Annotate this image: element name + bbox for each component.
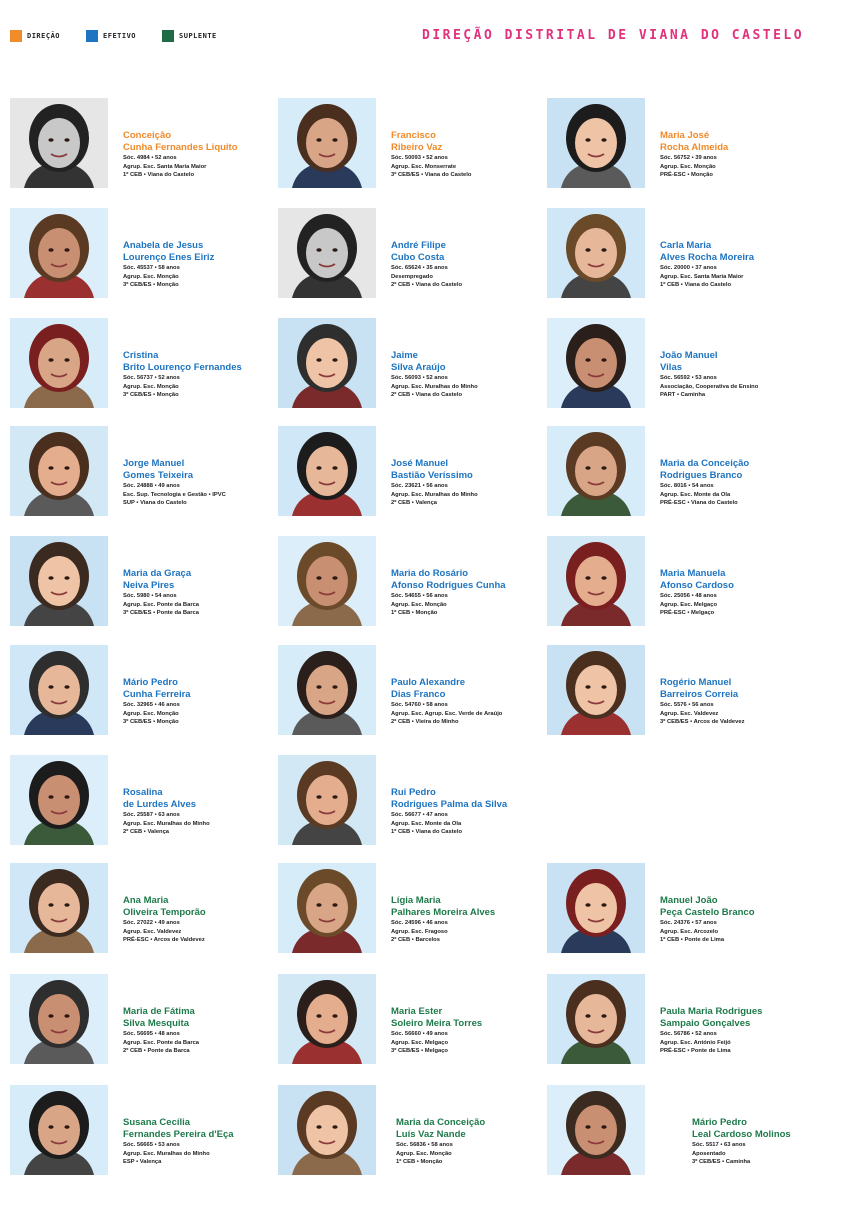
member-info <box>391 568 551 618</box>
member-name-last: Ribeiro Vaz <box>391 142 443 153</box>
member-photo <box>10 426 108 516</box>
member-name-last: Afonso Cardoso <box>660 580 734 591</box>
member-card <box>10 98 280 194</box>
member-name-last: Neiva Pires <box>123 580 175 591</box>
member-detail: 2º CEB • Barcelos <box>391 937 440 943</box>
member-detail: Sóc. 32965 • 46 anos <box>123 702 180 708</box>
member-name-first: Maria da Conceição <box>396 1117 486 1128</box>
member-detail: Sóc. 56665 • 53 anos <box>123 1142 180 1148</box>
member-detail: Agrup. Esc. Monserrate <box>391 163 457 170</box>
member-name-first: Ana Maria <box>123 895 169 906</box>
member-info <box>123 1117 283 1167</box>
member-detail: Agrup. Esc. Melgaço <box>660 601 718 608</box>
member-name-last: Rocha Almeida <box>660 142 729 153</box>
member-card <box>10 1085 280 1181</box>
member-info <box>660 240 820 290</box>
member-info <box>391 1006 551 1056</box>
member-detail: 1º CEB • Viana do Castelo <box>123 172 195 178</box>
member-detail: Sóc. 25056 • 48 anos <box>660 593 717 599</box>
member-card <box>278 974 548 1070</box>
member-detail: Sóc. 56093 • 52 anos <box>391 375 448 381</box>
member-detail: 2º CEB • Valença <box>123 829 170 835</box>
member-detail: Sóc. 56786 • 52 anos <box>660 1031 717 1037</box>
member-name-last: Brito Lourenço Fernandes <box>123 362 242 373</box>
member-name-last: de Lurdes Alves <box>123 799 197 810</box>
member-info <box>391 895 551 945</box>
member-name-first: Maria de Fátima <box>123 1006 195 1017</box>
member-name-last: Bastião Veríssimo <box>391 470 473 481</box>
member-detail: ESP • Valença <box>123 1159 162 1165</box>
member-detail: Sóc. 24376 • 57 anos <box>660 920 717 926</box>
member-photo <box>547 1085 645 1175</box>
member-detail: SUP • Viana do Castelo <box>123 500 187 506</box>
member-card <box>10 318 280 414</box>
member-detail: Agrup. Esc. Monção <box>123 710 179 717</box>
member-detail: Sóc. 45537 • 58 anos <box>123 265 180 271</box>
member-name-last: Alves Rocha Moreira <box>660 252 754 263</box>
member-detail: Agrup. Esc. Santa Maria Maior <box>123 163 207 170</box>
member-photo <box>10 974 108 1064</box>
member-detail: Agrup. Esc. Valdevez <box>660 710 719 717</box>
member-name-last: Dias Franco <box>391 689 446 700</box>
member-name-last: Soleiro Meira Torres <box>391 1018 483 1029</box>
member-detail: PRÉ-ESC • Melgaço <box>660 610 715 616</box>
member-detail: Sóc. 4984 • 52 anos <box>123 155 177 161</box>
member-photo <box>278 863 376 953</box>
member-detail: PRÉ-ESC • Ponte de Lima <box>660 1048 731 1054</box>
member-name-last: Cunha Fernandes Liquito <box>123 142 238 153</box>
legend-label-suplente: SUPLENTE <box>179 32 217 40</box>
member-detail: Agrup. Esc. Monção <box>660 163 716 170</box>
member-info <box>396 1117 556 1167</box>
member-photo <box>278 208 376 298</box>
member-photo <box>278 318 376 408</box>
member-detail: 1º CEB • Monção <box>391 610 438 616</box>
member-name-first: Conceição <box>123 130 172 141</box>
member-name-first: Maria da Conceição <box>660 458 750 469</box>
member-card <box>10 755 280 851</box>
member-name-first: Jorge Manuel <box>123 458 185 469</box>
member-detail: Agrup. Esc. Arcozelo <box>660 928 719 935</box>
member-detail: 3º CEB/ES • Ponte da Barca <box>123 610 199 616</box>
member-name-first: Cristina <box>123 350 159 361</box>
member-name-last: Leal Cardoso Molinos <box>692 1129 791 1140</box>
member-name-first: Paulo Alexandre <box>391 677 466 688</box>
member-name-last: Rodrigues Branco <box>660 470 743 481</box>
member-detail: Agrup. Esc. Ponte da Barca <box>123 601 200 608</box>
member-detail: Desempregado <box>391 273 433 280</box>
member-photo <box>278 645 376 735</box>
member-detail: PRÉ-ESC • Viana do Castelo <box>660 500 738 506</box>
member-info <box>123 240 283 290</box>
member-name-last: Peça Castelo Branco <box>660 907 755 918</box>
member-detail: 3º CEB/ES • Caminha <box>692 1159 751 1165</box>
member-detail: Associação, Cooperativa de Ensino <box>660 383 759 390</box>
member-card <box>547 645 817 741</box>
member-info <box>391 130 551 180</box>
member-name-first: Jaime <box>391 350 418 361</box>
member-card <box>10 974 280 1070</box>
member-detail: Sóc. 56677 • 47 anos <box>391 812 448 818</box>
member-photo <box>547 863 645 953</box>
member-info <box>123 350 283 400</box>
page-title: DIREÇÃO DISTRITAL DE VIANA DO CASTELO <box>422 28 805 43</box>
member-detail: 1º CEB • Ponte de Lima <box>660 937 725 943</box>
member-card <box>547 318 817 414</box>
member-info <box>660 568 820 618</box>
member-detail: 2º CEB • Ponte da Barca <box>123 1048 190 1054</box>
member-card <box>547 98 817 194</box>
member-name-first: Paula Maria Rodrigues <box>660 1006 763 1017</box>
member-name-last: Fernandes Pereira d'Eça <box>123 1129 234 1140</box>
member-info <box>123 895 283 945</box>
member-detail: 2º CEB • Vieira do Minho <box>391 719 459 725</box>
member-detail: Sóc. 27022 • 49 anos <box>123 920 180 926</box>
member-name-last: Palhares Moreira Alves <box>391 907 496 918</box>
member-card <box>10 645 280 741</box>
member-detail: Esc. Sup. Tecnologia e Gestão • IPVC <box>123 491 226 498</box>
member-photo <box>547 98 645 188</box>
member-detail: Agrup. Esc. Melgaço <box>391 1039 449 1046</box>
member-name-first: Mário Pedro <box>123 677 178 688</box>
member-card <box>278 208 548 304</box>
member-detail: Agrup. Esc. Muralhas do Minho <box>123 820 210 827</box>
member-card <box>547 1085 817 1181</box>
member-detail: Sóc. 25587 • 63 anos <box>123 812 180 818</box>
member-detail: 3º CEB/ES • Monção <box>123 719 179 725</box>
member-detail: Sóc. 56752 • 39 anos <box>660 155 717 161</box>
member-photo <box>547 208 645 298</box>
member-photo <box>547 318 645 408</box>
member-detail: Agrup. Esc. Monção <box>391 601 447 608</box>
member-detail: Sóc. 50093 • 52 anos <box>391 155 448 161</box>
member-info <box>391 787 551 837</box>
member-detail: 1º CEB • Viana do Castelo <box>660 282 732 288</box>
member-photo <box>547 645 645 735</box>
member-detail: Agrup. Esc. Muralhas do Minho <box>391 491 478 498</box>
member-detail: 1º CEB • Monção <box>396 1159 443 1165</box>
member-detail: Sóc. 56592 • 53 anos <box>660 375 717 381</box>
member-info <box>123 677 283 727</box>
member-name-last: Sampaio Gonçalves <box>660 1018 751 1029</box>
member-detail: PART • Caminha <box>660 392 706 398</box>
member-name-last: Cunha Ferreira <box>123 689 191 700</box>
member-card <box>278 318 548 414</box>
member-detail: PRÉ-ESC • Arcos de Valdevez <box>123 937 205 943</box>
member-card <box>10 863 280 959</box>
member-card <box>278 755 548 851</box>
member-detail: 2º CEB • Viana do Castelo <box>391 282 463 288</box>
member-detail: Agrup. Esc. Muralhas do Minho <box>123 1150 210 1157</box>
legend-label-direcao: DIREÇÃO <box>27 32 61 40</box>
member-detail: Agrup. Esc. Ponte da Barca <box>123 1039 200 1046</box>
member-name-last: Barreiros Correia <box>660 689 739 700</box>
member-detail: 3º CEB/ES • Monção <box>123 392 179 398</box>
member-detail: Agrup. Esc. Monte da Ola <box>391 820 462 827</box>
member-card <box>278 863 548 959</box>
member-name-first: Maria Ester <box>391 1006 443 1017</box>
member-card <box>10 536 280 632</box>
member-photo <box>10 536 108 626</box>
member-detail: Sóc. 56695 • 48 anos <box>123 1031 180 1037</box>
member-info <box>660 458 820 508</box>
member-detail: Sóc. 23621 • 56 anos <box>391 483 448 489</box>
member-name-first: Anabela de Jesus <box>123 240 204 251</box>
member-detail: Sóc. 5576 • 56 anos <box>660 702 714 708</box>
member-info <box>660 130 820 180</box>
member-photo <box>278 1085 376 1175</box>
member-name-first: Carla Maria <box>660 240 712 251</box>
member-name-first: João Manuel <box>660 350 718 361</box>
member-card <box>278 536 548 632</box>
member-photo <box>10 208 108 298</box>
member-photo <box>10 863 108 953</box>
member-photo <box>10 645 108 735</box>
member-photo <box>278 974 376 1064</box>
member-card <box>10 426 280 522</box>
member-info <box>660 677 820 727</box>
member-detail: Agrup. Esc. Santa Maria Maior <box>660 273 744 280</box>
member-name-first: Rosalina <box>123 787 163 798</box>
member-card <box>278 645 548 741</box>
member-detail: Sóc. 56737 • 52 anos <box>123 375 180 381</box>
member-card <box>278 1085 548 1181</box>
member-name-first: Maria da Graça <box>123 568 192 579</box>
member-detail: 3º CEB/ES • Melgaço <box>391 1048 448 1054</box>
member-name-last: Cubo Costa <box>391 252 445 263</box>
member-info <box>123 130 283 180</box>
member-card <box>547 426 817 522</box>
member-name-first: Mário Pedro <box>692 1117 747 1128</box>
member-name-first: Maria do Rosário <box>391 568 469 579</box>
member-name-first: Rui Pedro <box>391 787 436 798</box>
member-name-last: Afonso Rodrigues Cunha <box>391 580 506 591</box>
member-info <box>692 1117 852 1167</box>
member-card <box>278 98 548 194</box>
member-info <box>660 350 820 400</box>
member-detail: 2º CEB • Viana do Castelo <box>391 392 463 398</box>
member-info <box>391 677 551 727</box>
member-photo <box>547 974 645 1064</box>
member-name-first: André Filipe <box>391 240 446 251</box>
member-detail: Sóc. 5517 • 63 anos <box>692 1142 746 1148</box>
member-photo <box>278 426 376 516</box>
member-detail: Agrup. Esc. Monção <box>396 1150 452 1157</box>
member-detail: Agrup. Esc. Monte da Ola <box>660 491 731 498</box>
member-detail: PRÉ-ESC • Monção <box>660 172 713 178</box>
member-photo <box>547 426 645 516</box>
member-card <box>10 208 280 304</box>
member-card <box>547 974 817 1070</box>
member-detail: Sóc. 5980 • 54 anos <box>123 593 177 599</box>
member-name-last: Vilas <box>660 362 683 373</box>
member-name-last: Gomes Teixeira <box>123 470 194 481</box>
member-photo <box>547 536 645 626</box>
member-name-last: Silva Mesquita <box>123 1018 189 1029</box>
member-detail: Aposentado <box>692 1150 726 1157</box>
member-name-first: Manuel João <box>660 895 718 906</box>
member-name-first: Lígia Maria <box>391 895 441 906</box>
member-photo <box>10 1085 108 1175</box>
member-detail: Sóc. 24888 • 49 anos <box>123 483 180 489</box>
member-card <box>547 863 817 959</box>
member-info <box>123 568 283 618</box>
member-detail: Sóc. 56836 • 58 anos <box>396 1142 453 1148</box>
member-detail: Agrup. Esc. António Feijó <box>660 1039 731 1046</box>
member-name-first: Susana Cecília <box>123 1117 191 1128</box>
member-detail: 3º CEB/ES • Monção <box>123 282 179 288</box>
member-card <box>547 208 817 304</box>
member-info <box>123 1006 283 1056</box>
member-name-first: José Manuel <box>391 458 449 469</box>
member-info <box>391 458 551 508</box>
member-detail: Sóc. 20000 • 37 anos <box>660 265 717 271</box>
member-detail: Sóc. 8016 • 54 anos <box>660 483 714 489</box>
member-name-first: Rogério Manuel <box>660 677 732 688</box>
member-detail: Agrup. Esc. Monção <box>123 383 179 390</box>
member-card <box>547 536 817 632</box>
member-detail: 3º CEB/ES • Viana do Castelo <box>391 172 472 178</box>
member-detail: Agrup. Esc. Valdevez <box>123 928 182 935</box>
member-name-last: Lourenço Enes Eiriz <box>123 252 215 263</box>
member-name-first: Francisco <box>391 130 436 141</box>
member-info <box>660 895 820 945</box>
member-name-first: Maria Manuela <box>660 568 726 579</box>
member-detail: Agrup. Esc. Muralhas do Minho <box>391 383 478 390</box>
member-detail: Sóc. 56660 • 49 anos <box>391 1031 448 1037</box>
member-photo <box>278 98 376 188</box>
member-detail: Sóc. 24596 • 46 anos <box>391 920 448 926</box>
member-detail: 2º CEB • Valença <box>391 500 438 506</box>
member-name-last: Silva Araújo <box>391 362 446 373</box>
member-name-first: Maria José <box>660 130 710 141</box>
member-detail: Agrup. Esc. Agrup. Esc. Verde de Araújo <box>391 710 503 717</box>
member-info <box>391 350 551 400</box>
member-detail: Agrup. Esc. Fragoso <box>391 928 448 935</box>
member-name-last: Oliveira Temporão <box>123 907 206 918</box>
legend-label-efetivo: EFETIVO <box>103 32 137 40</box>
member-info <box>123 458 283 508</box>
member-photo <box>278 755 376 845</box>
member-detail: Sóc. 54655 • 56 anos <box>391 593 448 599</box>
member-detail: 3º CEB/ES • Arcos de Valdevez <box>660 719 745 725</box>
member-photo <box>10 98 108 188</box>
member-info <box>391 240 551 290</box>
member-name-last: Luís Vaz Nande <box>396 1129 466 1140</box>
member-photo <box>278 536 376 626</box>
member-photo <box>10 318 108 408</box>
member-name-last: Rodrigues Palma da Silva <box>391 799 508 810</box>
member-card <box>278 426 548 522</box>
member-detail: Agrup. Esc. Monção <box>123 273 179 280</box>
member-detail: Sóc. 54760 • 58 anos <box>391 702 448 708</box>
member-info <box>123 787 283 837</box>
member-detail: Sóc. 65624 • 35 anos <box>391 265 448 271</box>
member-detail: 1º CEB • Viana do Castelo <box>391 829 463 835</box>
member-photo <box>10 755 108 845</box>
member-info <box>660 1006 820 1056</box>
